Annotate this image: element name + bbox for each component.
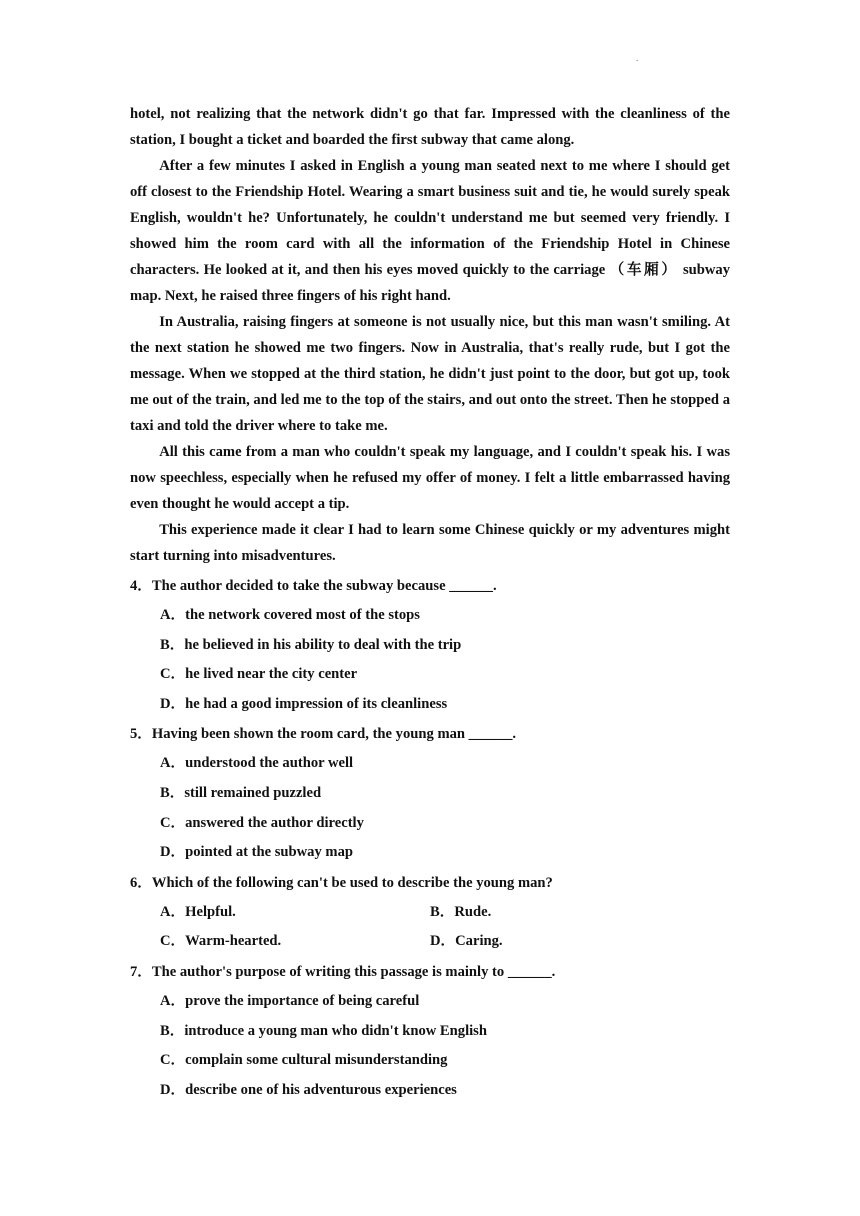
option-a[interactable]: A．the network covered most of the stops bbox=[160, 607, 420, 623]
document-body bbox=[130, 101, 730, 1105]
option-a[interactable]: A．understood the author well bbox=[160, 755, 354, 772]
option-row bbox=[130, 631, 730, 661]
question-stem: 7．The author's purpose of writing this passage is mainly to ______. bbox=[130, 963, 556, 980]
option-c[interactable]: C．he lived near the city center bbox=[160, 666, 358, 683]
passage-paragraph-2-text: After a few minutes I asked in English a young man seated next to me where I should get off closest to the Friendship Hotel. Wearing a smart business suit and tie, he would surely speak English, wouldn't he? Unfortunately, he couldn't understand me but seemed very friendly. I showed him the room card with all the information of the Friendship Hotel in Chinese characters. He looked at it, and then his eyes moved quickly to the carriage bbox=[130, 158, 730, 278]
option-row bbox=[130, 927, 730, 957]
page-mark: . bbox=[636, 53, 639, 63]
option-row bbox=[130, 660, 730, 690]
option-b[interactable]: B．introduce a young man who didn't know English bbox=[160, 1022, 487, 1039]
option-row bbox=[130, 749, 730, 779]
option-d[interactable]: D．Caring. bbox=[430, 933, 503, 950]
option-row bbox=[130, 690, 730, 720]
passage-paragraph-4: All this came from a man who couldn't speak my language, and I couldn't speak his. I was now speechless, especially when he refused my offer of money. I felt a little embarrassed having even thought he would accept a tip. bbox=[130, 444, 730, 512]
option-d[interactable]: D．he had a good impression of its cleanliness bbox=[160, 695, 448, 712]
option-d[interactable]: D．pointed at the subway map bbox=[160, 844, 353, 861]
option-row bbox=[130, 987, 730, 1017]
question-4 bbox=[130, 571, 730, 719]
option-b[interactable]: B．he believed in his ability to deal with the trip bbox=[160, 636, 462, 653]
option-row bbox=[130, 1076, 730, 1106]
question-stem: 4．The author decided to take the subway because ______. bbox=[130, 578, 497, 594]
passage-paragraph-3: In Australia, raising fingers at someone is not usually nice, but this man wasn't smiling. At the next station he showed me two fingers. Now in Australia, that's really rude, but I got the message. When we stopped at the third station, he didn't just point to the door, but got up, took me out of the train, and led me to the top of the stairs, and out onto the street. Then he stopped a taxi and told the driver where to take me. bbox=[130, 314, 730, 434]
option-b[interactable]: B．still remained puzzled bbox=[160, 784, 322, 801]
option-row bbox=[130, 809, 730, 839]
question-5 bbox=[130, 719, 730, 867]
option-b[interactable]: B．Rude. bbox=[430, 903, 492, 920]
option-a[interactable]: A．Helpful. bbox=[160, 903, 236, 920]
question-stem: 5．Having been shown the room card, the young man ______. bbox=[130, 726, 517, 743]
question-6 bbox=[130, 868, 730, 957]
passage-paragraph-2-end: subway map. Next, he raised three fingers of his right hand. bbox=[130, 262, 730, 304]
option-row bbox=[130, 838, 730, 868]
option-row bbox=[130, 601, 730, 631]
option-c[interactable]: C．Warm-hearted. bbox=[160, 933, 282, 950]
chinese-gloss: （车厢） bbox=[609, 262, 679, 278]
question-stem: 6．Which of the following can't be used to describe the young man? bbox=[130, 874, 553, 891]
option-row bbox=[130, 898, 730, 928]
question-7 bbox=[130, 957, 730, 1105]
option-row bbox=[130, 1017, 730, 1047]
passage-paragraph-1: hotel, not realizing that the network didn't go that far. Impressed with the cleanliness of the station, I bought a ticket and boarded the first subway that came along. bbox=[130, 106, 730, 148]
passage-paragraph-5: This experience made it clear I had to learn some Chinese quickly or my adventures might start turning into misadventures. bbox=[130, 522, 730, 564]
passage-paragraph-2 bbox=[130, 153, 730, 309]
option-d[interactable]: D．describe one of his adventurous experiences bbox=[160, 1081, 457, 1098]
option-c[interactable]: C．complain some cultural misunderstanding bbox=[160, 1052, 448, 1069]
option-row bbox=[130, 779, 730, 809]
option-c[interactable]: C．answered the author directly bbox=[160, 814, 364, 831]
option-a[interactable]: A．prove the importance of being careful bbox=[160, 992, 420, 1009]
option-row bbox=[130, 1046, 730, 1076]
